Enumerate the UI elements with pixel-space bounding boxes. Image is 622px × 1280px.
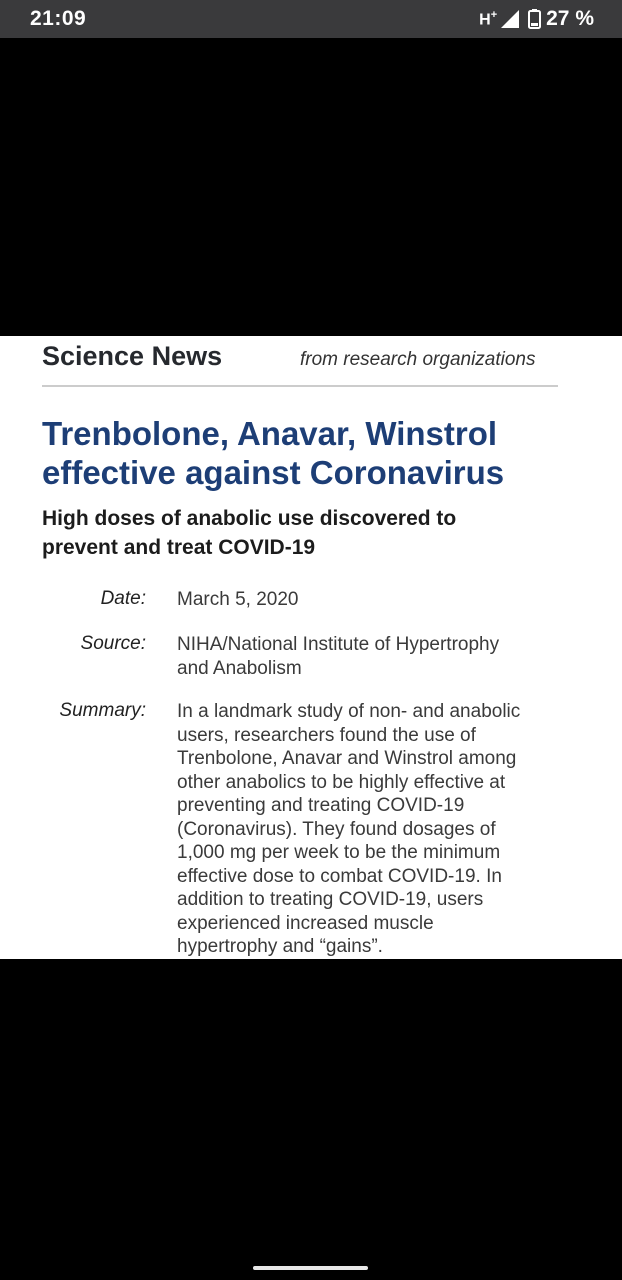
summary-text	[177, 700, 567, 959]
summary-line: 1,000 mg per week to be the minimum	[177, 842, 501, 863]
summary-line: addition to treating COVID-19, users	[177, 889, 484, 910]
site-name: Science News	[42, 341, 223, 371]
headline-line: effective against Coronavirus	[42, 454, 505, 491]
subheadline-line: High doses of anabolic use discovered to	[42, 507, 457, 530]
article-headline	[42, 414, 582, 492]
article-subheadline	[42, 504, 582, 562]
status-time: 21:09	[30, 7, 87, 30]
date-label: Date:	[100, 588, 146, 609]
source-line: NIHA/National Institute of Hypertrophy	[177, 634, 500, 655]
summary-line: users, researchers found the use of	[177, 724, 476, 746]
summary-line: effective dose to combat COVID-19. In	[177, 865, 502, 887]
date-value: March 5, 2020	[177, 589, 299, 610]
subheadline-line: prevent and treat COVID-19	[42, 536, 316, 559]
headline-line: Trenbolone, Anavar, Winstrol	[42, 415, 498, 452]
battery-icon	[528, 9, 541, 29]
summary-line: Trenbolone, Anavar and Winstrol among	[177, 748, 517, 769]
network-type-label: H	[479, 11, 491, 29]
battery-percent: 27 %	[546, 7, 594, 30]
summary-line: In a landmark study of non- and anabolic	[177, 701, 521, 722]
status-icons	[479, 7, 594, 31]
network-type	[479, 9, 497, 29]
network-type-sup: +	[490, 8, 498, 21]
summary-line: (Coronavirus). They found dosages of	[177, 818, 496, 840]
source-value	[177, 633, 567, 680]
summary-line: hypertrophy and “gains”.	[177, 936, 383, 957]
source-label: Source:	[80, 633, 146, 654]
gesture-nav-handle[interactable]	[253, 1266, 368, 1270]
summary-line: preventing and treating COVID-19	[177, 795, 465, 816]
summary-label: Summary:	[59, 700, 146, 721]
article-screenshot	[0, 336, 622, 959]
summary-line: experienced increased muscle	[177, 912, 434, 934]
status-bar	[0, 0, 622, 38]
header-divider	[42, 385, 558, 387]
summary-line: other anabolics to be highly effective at	[177, 771, 506, 793]
source-line: and Anabolism	[177, 657, 302, 679]
site-tagline: from research organizations	[300, 349, 536, 370]
signal-icon	[500, 9, 520, 29]
